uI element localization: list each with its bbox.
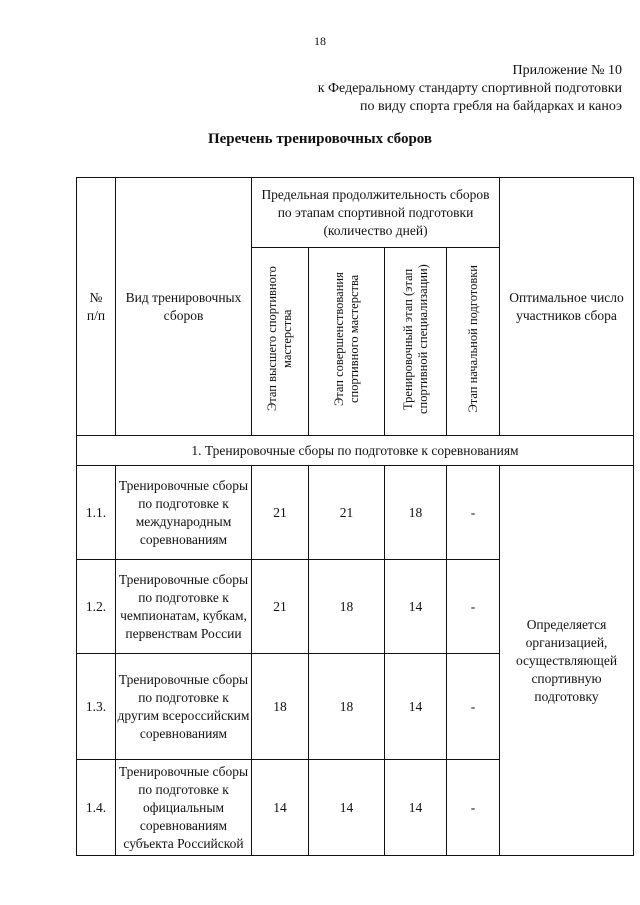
header-stage-training-cell (385, 248, 447, 436)
row-initial: - (447, 466, 500, 560)
row-name: Тренировочные сборы по подготовке к другим всероссийским соревнованиям (116, 654, 252, 760)
row-num: 1.2. (77, 560, 116, 654)
row-training: 14 (385, 560, 447, 654)
header-stage-initial-cell (447, 248, 500, 436)
header-stage-higher: Этап высшего спортивного мастерства (265, 266, 294, 412)
appendix-line-2: к Федеральному стандарту спортивной подготовки (317, 81, 622, 96)
appendix-line-3: по виду спорта гребля на байдарках и каноэ (359, 99, 622, 114)
header-kind: Вид тренировочных сборов (116, 178, 252, 436)
header-row-1 (77, 178, 634, 248)
document-title: Перечень тренировочных сборов (207, 131, 433, 147)
header-stage-initial: Этап начальной подготовки (465, 265, 480, 413)
appendix-header (318, 62, 622, 116)
row-initial: - (447, 760, 500, 856)
header-stage-improvement-cell (309, 248, 385, 436)
header-num: № п/п (77, 178, 116, 436)
row-name: Тренировочные сборы по подготовке к чемпионатам, кубкам, первенствам России (116, 560, 252, 654)
row-improvement: 21 (309, 466, 385, 560)
row-name: Тренировочные сборы по подготовке к официальным соревнованиям субъекта Российской (116, 760, 252, 856)
row-num: 1.3. (77, 654, 116, 760)
section-row (77, 436, 634, 466)
page-number: 18 (314, 34, 326, 48)
header-duration-group: Предельная продолжительность сборов по этапам спортивной подготовки (количество дней) (252, 178, 500, 248)
row-higher: 18 (252, 654, 309, 760)
row-higher: 21 (252, 560, 309, 654)
row-improvement: 18 (309, 560, 385, 654)
row-higher: 21 (252, 466, 309, 560)
header-stage-higher-cell (252, 248, 309, 436)
header-participants: Оптимальное число участников сбора (500, 178, 634, 436)
row-num: 1.1. (77, 466, 116, 560)
row-improvement: 18 (309, 654, 385, 760)
row-training: 18 (385, 466, 447, 560)
row-improvement: 14 (309, 760, 385, 856)
row-initial: - (447, 654, 500, 760)
row-higher: 14 (252, 760, 309, 856)
header-stage-training: Тренировочный этап (этап спортивной специализации) (400, 264, 430, 414)
row-name: Тренировочные сборы по подготовке к международным соревнованиям (116, 466, 252, 560)
participants-value: Определяется организацией, осуществляющей спортивную подготовку (500, 466, 634, 856)
row-num: 1.4. (77, 760, 116, 856)
header-stage-improvement: Этап совершенствования спортивного мастерства (331, 272, 361, 406)
section-1-heading: 1. Тренировочные сборы по подготовке к соревнованиям (77, 436, 634, 466)
table-row (77, 466, 634, 560)
row-training: 14 (385, 654, 447, 760)
row-training: 14 (385, 760, 447, 856)
row-initial: - (447, 560, 500, 654)
training-camps-table (76, 177, 634, 856)
appendix-line-1: Приложение № 10 (512, 63, 622, 78)
